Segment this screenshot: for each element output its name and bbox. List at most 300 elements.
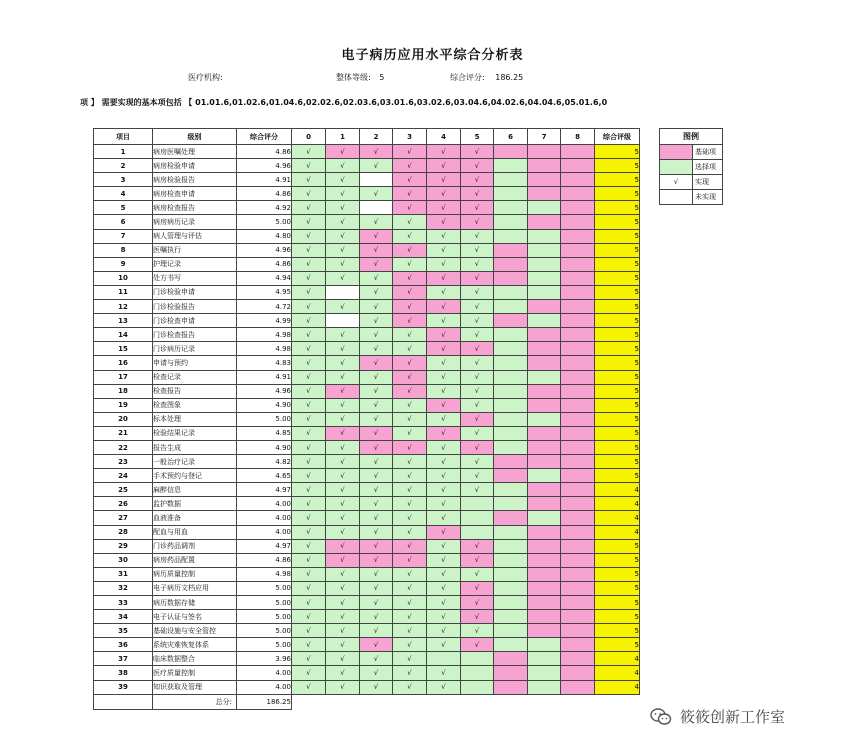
- level-cell-6: [494, 271, 528, 285]
- level-cell-7: [528, 581, 561, 595]
- row-grade: 5: [595, 229, 640, 243]
- level-cell-3: √: [393, 638, 427, 652]
- level-cell-3: √: [393, 455, 427, 469]
- level-cell-3: √: [393, 412, 427, 426]
- row-score: 4.98: [237, 342, 292, 356]
- level-cell-7: [528, 440, 561, 454]
- level-cell-6: [494, 356, 528, 370]
- level-cell-6: [494, 638, 528, 652]
- row-name: 检验结果记录: [153, 426, 237, 440]
- level-cell-7: [528, 229, 561, 243]
- level-cell-8: [561, 680, 595, 694]
- row-score: 5.00: [237, 610, 292, 624]
- row-number: 6: [94, 215, 153, 229]
- level-cell-2: √: [360, 553, 393, 567]
- level-cell-8: [561, 215, 595, 229]
- row-score: 4.00: [237, 497, 292, 511]
- level-cell-8: [561, 187, 595, 201]
- level-cell-1: √: [326, 610, 360, 624]
- table-row: [94, 257, 640, 271]
- row-grade: 5: [595, 398, 640, 412]
- table-row: [94, 159, 640, 173]
- level-cell-2: √: [360, 215, 393, 229]
- level-cell-7: [528, 455, 561, 469]
- row-grade: 5: [595, 257, 640, 271]
- table-row: [94, 553, 640, 567]
- level-cell-2: √: [360, 398, 393, 412]
- row-name: 门诊检验报告: [153, 300, 237, 314]
- level-cell-8: [561, 173, 595, 187]
- level-cell-8: [561, 201, 595, 215]
- level-cell-8: [561, 159, 595, 173]
- level-cell-3: √: [393, 624, 427, 638]
- level-cell-6: [494, 440, 528, 454]
- row-score: 4.91: [237, 173, 292, 187]
- row-grade: 5: [595, 356, 640, 370]
- level-cell-6: [494, 511, 528, 525]
- level-cell-7: [528, 159, 561, 173]
- row-score: 4.85: [237, 426, 292, 440]
- header-level-8: 8: [561, 129, 595, 145]
- row-number: 3: [94, 173, 153, 187]
- legend-swatch: √: [660, 175, 693, 190]
- level-cell-7: [528, 384, 561, 398]
- row-name: 报告生成: [153, 440, 237, 454]
- table-row: [94, 243, 640, 257]
- level-cell-6: [494, 314, 528, 328]
- level-cell-5: √: [461, 610, 494, 624]
- level-cell-8: [561, 525, 595, 539]
- table-row: [94, 567, 640, 581]
- row-name: 系统灾难恢复体系: [153, 638, 237, 652]
- level-cell-5: √: [461, 285, 494, 299]
- level-cell-2: √: [360, 624, 393, 638]
- header-grade: 综合评级: [595, 129, 640, 145]
- row-name: 病房检查报告: [153, 201, 237, 215]
- level-cell-4: √: [427, 511, 461, 525]
- legend-swatch: [660, 190, 693, 205]
- level-cell-8: [561, 511, 595, 525]
- table-row: [94, 426, 640, 440]
- level-cell-0: √: [292, 370, 326, 384]
- row-score: 4.98: [237, 328, 292, 342]
- row-number: 4: [94, 187, 153, 201]
- level-cell-1: √: [326, 567, 360, 581]
- level-cell-7: [528, 666, 561, 680]
- level-cell-8: [561, 384, 595, 398]
- level-cell-8: [561, 145, 595, 159]
- table-row: [94, 285, 640, 299]
- row-grade: 5: [595, 342, 640, 356]
- level-cell-3: √: [393, 525, 427, 539]
- level-cell-1: √: [326, 328, 360, 342]
- level-cell-6: [494, 229, 528, 243]
- row-grade: 5: [595, 596, 640, 610]
- level-cell-5: √: [461, 328, 494, 342]
- row-number: 23: [94, 455, 153, 469]
- row-number: 30: [94, 553, 153, 567]
- level-cell-1: √: [326, 553, 360, 567]
- level-cell-1: √: [326, 483, 360, 497]
- row-grade: 5: [595, 624, 640, 638]
- table-row: [94, 314, 640, 328]
- row-grade: 5: [595, 553, 640, 567]
- level-cell-8: [561, 229, 595, 243]
- level-cell-1: √: [326, 638, 360, 652]
- level-cell-0: √: [292, 539, 326, 553]
- level-cell-8: [561, 285, 595, 299]
- level-cell-6: [494, 624, 528, 638]
- level-cell-4: √: [427, 440, 461, 454]
- row-name: 病人管理与评估: [153, 229, 237, 243]
- level-cell-6: [494, 201, 528, 215]
- row-number: 32: [94, 581, 153, 595]
- level-cell-4: √: [427, 610, 461, 624]
- level-cell-5: [461, 497, 494, 511]
- level-cell-2: √: [360, 455, 393, 469]
- row-score: 4.86: [237, 553, 292, 567]
- level-cell-4: √: [427, 314, 461, 328]
- level-cell-1: √: [326, 426, 360, 440]
- level-cell-7: [528, 553, 561, 567]
- level-cell-3: √: [393, 539, 427, 553]
- table-row: [94, 440, 640, 454]
- level-cell-6: [494, 525, 528, 539]
- level-cell-1: √: [326, 187, 360, 201]
- level-cell-2: √: [360, 440, 393, 454]
- row-name: 病历数据存储: [153, 596, 237, 610]
- row-score: 3.96: [237, 652, 292, 666]
- level-cell-6: [494, 539, 528, 553]
- level-cell-4: √: [427, 539, 461, 553]
- level-cell-7: [528, 596, 561, 610]
- header-level-4: 4: [427, 129, 461, 145]
- level-cell-3: √: [393, 173, 427, 187]
- level-cell-1: √: [326, 652, 360, 666]
- level-cell-3: √: [393, 511, 427, 525]
- row-number: 13: [94, 314, 153, 328]
- row-name: 医疗质量控制: [153, 666, 237, 680]
- row-name: 一般治疗记录: [153, 455, 237, 469]
- level-cell-4: √: [427, 384, 461, 398]
- level-cell-0: √: [292, 483, 326, 497]
- row-score: 4.99: [237, 314, 292, 328]
- level-cell-7: [528, 497, 561, 511]
- level-cell-4: √: [427, 624, 461, 638]
- row-grade: 5: [595, 370, 640, 384]
- row-score: 4.00: [237, 666, 292, 680]
- level-cell-5: √: [461, 581, 494, 595]
- required-items-line: 项 】 需要实现的基本项包括 【 01.01.6,01.02.6,01.04.6,02.02.6,02.03.6,03.01.6,03.02.6,03.04.6,04.02.6,04.04.6,05.01.6,0: [80, 98, 608, 107]
- level-cell-1: √: [326, 596, 360, 610]
- header-level-7: 7: [528, 129, 561, 145]
- row-name: 病历质量控制: [153, 567, 237, 581]
- total-blank: [94, 694, 153, 709]
- row-grade: 5: [595, 539, 640, 553]
- level-cell-1: √: [326, 469, 360, 483]
- level-cell-7: [528, 201, 561, 215]
- level-cell-2: √: [360, 285, 393, 299]
- level-cell-2: √: [360, 314, 393, 328]
- header-score: 综合评分: [237, 129, 292, 145]
- legend-body: [660, 145, 723, 205]
- level-cell-8: [561, 497, 595, 511]
- level-cell-0: √: [292, 215, 326, 229]
- table-row: [94, 455, 640, 469]
- row-grade: 4: [595, 666, 640, 680]
- level-cell-0: √: [292, 553, 326, 567]
- header-level-5: 5: [461, 129, 494, 145]
- row-name: 手术预约与登记: [153, 469, 237, 483]
- level-cell-0: √: [292, 285, 326, 299]
- level-cell-3: √: [393, 229, 427, 243]
- level-cell-4: √: [427, 553, 461, 567]
- level-cell-3: √: [393, 187, 427, 201]
- level-cell-6: [494, 285, 528, 299]
- row-name: 护理记录: [153, 257, 237, 271]
- row-grade: 4: [595, 483, 640, 497]
- level-cell-6: [494, 187, 528, 201]
- table-row: [94, 328, 640, 342]
- row-name: 血液准备: [153, 511, 237, 525]
- table-row: [94, 201, 640, 215]
- row-grade: 5: [595, 440, 640, 454]
- row-number: 29: [94, 539, 153, 553]
- row-score: 4.86: [237, 257, 292, 271]
- row-name: 病房医嘱处理: [153, 145, 237, 159]
- row-score: 4.96: [237, 159, 292, 173]
- level-cell-2: √: [360, 638, 393, 652]
- row-grade: 5: [595, 145, 640, 159]
- level-cell-3: √: [393, 201, 427, 215]
- level-cell-4: √: [427, 229, 461, 243]
- level-cell-2: √: [360, 145, 393, 159]
- level-field: [336, 72, 384, 83]
- row-number: 22: [94, 440, 153, 454]
- watermark: [650, 706, 785, 727]
- level-cell-4: √: [427, 201, 461, 215]
- level-cell-0: √: [292, 328, 326, 342]
- level-cell-2: √: [360, 511, 393, 525]
- row-number: 36: [94, 638, 153, 652]
- level-cell-0: √: [292, 300, 326, 314]
- level-cell-4: √: [427, 243, 461, 257]
- level-cell-5: √: [461, 426, 494, 440]
- level-cell-0: √: [292, 511, 326, 525]
- level-cell-1: √: [326, 525, 360, 539]
- row-number: 11: [94, 285, 153, 299]
- level-cell-5: √: [461, 370, 494, 384]
- row-number: 19: [94, 398, 153, 412]
- row-number: 21: [94, 426, 153, 440]
- table-row: [94, 525, 640, 539]
- level-cell-3: √: [393, 215, 427, 229]
- level-cell-5: √: [461, 440, 494, 454]
- level-cell-6: [494, 483, 528, 497]
- table-row: [94, 215, 640, 229]
- level-cell-6: [494, 553, 528, 567]
- level-cell-2: √: [360, 271, 393, 285]
- level-cell-8: [561, 652, 595, 666]
- level-cell-2: √: [360, 384, 393, 398]
- header-row: [94, 129, 640, 145]
- level-cell-3: √: [393, 243, 427, 257]
- level-cell-3: √: [393, 271, 427, 285]
- level-cell-8: [561, 328, 595, 342]
- legend-item: [660, 190, 723, 205]
- level-cell-7: [528, 412, 561, 426]
- level-cell-5: √: [461, 271, 494, 285]
- level-cell-5: √: [461, 596, 494, 610]
- level-cell-1: √: [326, 581, 360, 595]
- level-cell-2: √: [360, 257, 393, 271]
- row-score: 5.00: [237, 596, 292, 610]
- row-score: 4.97: [237, 483, 292, 497]
- level-cell-1: √: [326, 440, 360, 454]
- row-name: 检查报告: [153, 384, 237, 398]
- level-cell-1: √: [326, 680, 360, 694]
- row-grade: 4: [595, 497, 640, 511]
- table-row: [94, 187, 640, 201]
- level-cell-3: √: [393, 567, 427, 581]
- level-cell-0: √: [292, 567, 326, 581]
- level-cell-8: [561, 342, 595, 356]
- level-cell-8: [561, 553, 595, 567]
- row-number: 17: [94, 370, 153, 384]
- level-cell-1: √: [326, 145, 360, 159]
- table-row: [94, 342, 640, 356]
- level-cell-7: [528, 370, 561, 384]
- level-cell-2: √: [360, 243, 393, 257]
- level-cell-6: [494, 300, 528, 314]
- header-level-0: 0: [292, 129, 326, 145]
- row-name: 电子认证与签名: [153, 610, 237, 624]
- level-cell-7: [528, 652, 561, 666]
- header-item: 项目: [94, 129, 153, 145]
- row-grade: 4: [595, 511, 640, 525]
- legend-label: 选择项: [693, 160, 723, 175]
- row-name: 门诊检查申请: [153, 314, 237, 328]
- level-cell-7: [528, 243, 561, 257]
- level-cell-8: [561, 243, 595, 257]
- level-cell-0: √: [292, 596, 326, 610]
- row-grade: 5: [595, 215, 640, 229]
- row-name: 申请与预约: [153, 356, 237, 370]
- level-cell-4: √: [427, 483, 461, 497]
- row-number: 16: [94, 356, 153, 370]
- table-row: [94, 356, 640, 370]
- level-cell-0: √: [292, 187, 326, 201]
- row-number: 7: [94, 229, 153, 243]
- level-cell-7: [528, 328, 561, 342]
- row-score: 4.98: [237, 567, 292, 581]
- legend-label: 基础项: [693, 145, 723, 160]
- header-level-2: 2: [360, 129, 393, 145]
- level-cell-8: [561, 440, 595, 454]
- level-cell-2: √: [360, 483, 393, 497]
- row-score: 4.96: [237, 243, 292, 257]
- level-cell-4: √: [427, 145, 461, 159]
- row-score: 4.96: [237, 384, 292, 398]
- score-label: 综合评分:: [450, 73, 485, 82]
- level-cell-2: √: [360, 581, 393, 595]
- level-cell-5: [461, 680, 494, 694]
- level-cell-0: √: [292, 314, 326, 328]
- level-cell-6: [494, 652, 528, 666]
- level-cell-7: [528, 285, 561, 299]
- level-value: 5: [379, 73, 385, 82]
- level-cell-0: √: [292, 581, 326, 595]
- level-cell-5: √: [461, 201, 494, 215]
- row-score: 4.00: [237, 511, 292, 525]
- row-grade: 5: [595, 469, 640, 483]
- level-cell-2: √: [360, 412, 393, 426]
- level-cell-7: [528, 567, 561, 581]
- level-cell-3: √: [393, 285, 427, 299]
- row-score: 4.00: [237, 525, 292, 539]
- level-cell-7: [528, 469, 561, 483]
- row-score: 4.86: [237, 145, 292, 159]
- table-row: [94, 596, 640, 610]
- level-cell-6: [494, 398, 528, 412]
- level-cell-8: [561, 370, 595, 384]
- level-cell-1: √: [326, 342, 360, 356]
- level-cell-3: √: [393, 581, 427, 595]
- total-row: [94, 694, 640, 709]
- table-row: [94, 624, 640, 638]
- level-cell-1: √: [326, 173, 360, 187]
- row-number: 2: [94, 159, 153, 173]
- level-cell-0: √: [292, 271, 326, 285]
- row-number: 28: [94, 525, 153, 539]
- level-cell-1: √: [326, 159, 360, 173]
- level-cell-8: [561, 624, 595, 638]
- row-name: 门诊药品调剂: [153, 539, 237, 553]
- row-grade: 5: [595, 187, 640, 201]
- level-cell-4: √: [427, 469, 461, 483]
- row-score: 4.95: [237, 285, 292, 299]
- level-cell-1: √: [326, 300, 360, 314]
- level-cell-0: √: [292, 356, 326, 370]
- level-cell-5: √: [461, 539, 494, 553]
- row-number: 18: [94, 384, 153, 398]
- row-name: 处方书写: [153, 271, 237, 285]
- legend-label: 实现: [693, 175, 723, 190]
- row-number: 20: [94, 412, 153, 426]
- table-row: [94, 483, 640, 497]
- level-cell-5: √: [461, 300, 494, 314]
- level-cell-6: [494, 426, 528, 440]
- level-cell-5: [461, 511, 494, 525]
- level-cell-8: [561, 271, 595, 285]
- table-row: [94, 370, 640, 384]
- level-cell-8: [561, 567, 595, 581]
- level-cell-5: √: [461, 187, 494, 201]
- row-name: 监护数据: [153, 497, 237, 511]
- level-cell-4: √: [427, 525, 461, 539]
- legend-label: 未实现: [693, 190, 723, 205]
- legend-swatch: [660, 145, 693, 160]
- level-cell-4: √: [427, 638, 461, 652]
- row-grade: 5: [595, 159, 640, 173]
- level-cell-2: √: [360, 229, 393, 243]
- table-row: [94, 300, 640, 314]
- level-cell-0: √: [292, 229, 326, 243]
- level-cell-6: [494, 680, 528, 694]
- row-grade: 5: [595, 328, 640, 342]
- row-number: 27: [94, 511, 153, 525]
- level-cell-0: √: [292, 525, 326, 539]
